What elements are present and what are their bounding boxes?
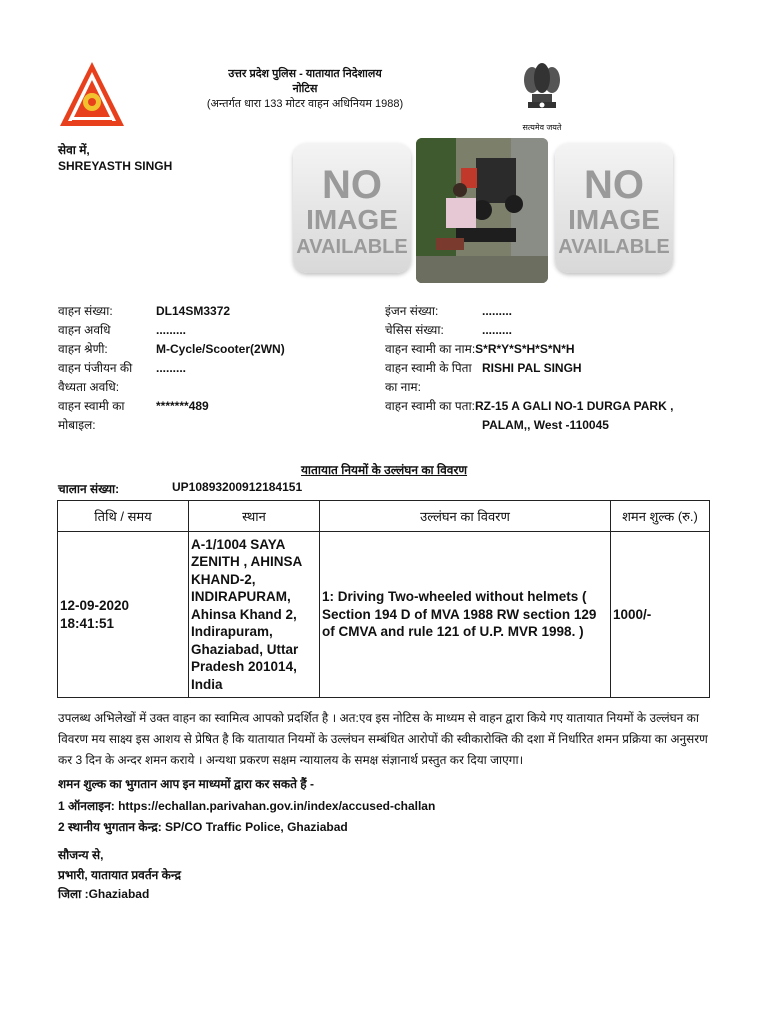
detail-row	[58, 397, 378, 416]
challan-label: चालान संख्या:	[58, 482, 120, 496]
detail-row	[58, 416, 378, 435]
emblem-caption: सत्यमेव जयते	[522, 123, 562, 132]
footer-officer: प्रभारी, यातायात प्रवर्तन केन्द्र	[58, 868, 181, 882]
column-header: शमन शुल्क (रु.)	[611, 501, 710, 532]
detail-row	[385, 359, 715, 378]
detail-value: S*R*Y*S*H*S*N*H	[475, 342, 575, 356]
table-header-row	[58, 501, 710, 532]
detail-value: M-Cycle/Scooter(2WN)	[156, 342, 285, 356]
violation-table	[57, 500, 710, 698]
violation-heading: यातायात नियमों के उल्लंघन का विवरण	[300, 463, 468, 477]
district-value: Ghaziabad	[88, 887, 150, 901]
detail-row	[58, 340, 378, 359]
no-image-text: AVAILABLE	[296, 236, 408, 258]
detail-row	[385, 416, 715, 435]
footer-courtesy: सौजन्य से,	[58, 848, 104, 862]
column-header: तिथि / समय	[58, 501, 189, 532]
detail-value: .........	[482, 304, 513, 318]
detail-label: वाहन पंजीयन की	[58, 361, 133, 375]
no-image-placeholder-right	[555, 143, 673, 273]
detail-label: का नाम:	[385, 380, 421, 394]
detail-row	[385, 340, 715, 359]
payment-online	[58, 797, 435, 814]
payment-online-label: 1 ऑनलाइन:	[58, 799, 115, 813]
no-image-text: IMAGE	[306, 204, 398, 235]
detail-row	[385, 302, 715, 321]
detail-label: मोबाइल:	[58, 418, 96, 432]
detail-value: DL14SM3372	[156, 304, 231, 318]
column-header: उल्लंघन का विवरण	[320, 501, 611, 532]
detail-value: .........	[156, 361, 187, 375]
detail-value: *******489	[156, 399, 209, 413]
detail-row	[385, 397, 715, 416]
table-row	[58, 532, 710, 698]
no-image-text: NO	[584, 163, 644, 207]
detail-label: वाहन अवधि	[58, 323, 111, 337]
detail-row	[385, 321, 715, 340]
national-emblem-icon	[518, 58, 566, 130]
detail-row	[58, 302, 378, 321]
detail-label: वाहन स्वामी का नाम:	[385, 342, 476, 356]
detail-value: .........	[482, 323, 513, 337]
cell-datetime: 12-09-2020 18:41:51	[58, 532, 189, 698]
cell-fine: 1000/-	[611, 532, 710, 698]
no-image-text: AVAILABLE	[558, 236, 670, 258]
district-label: जिला :	[58, 887, 89, 901]
payment-online-link[interactable]: https://echallan.parivahan.gov.in/index/accused-challan	[118, 799, 436, 813]
no-image-text: IMAGE	[568, 204, 660, 235]
detail-label: चेसिस संख्या:	[385, 323, 444, 337]
salutation: सेवा में,	[58, 143, 90, 157]
header-notice: नोटिस	[292, 83, 318, 95]
detail-value: RISHI PAL SINGH	[482, 361, 582, 375]
vehicle-details-left	[58, 302, 378, 435]
cell-location: A-1/1004 SAYA ZENITH , AHINSA KHAND-2, INDIRAPURAM, Ahinsa Khand 2, Indirapuram, Ghaziabad, Uttar Pradesh 201014, India	[189, 532, 320, 698]
detail-label: वाहन स्वामी का पता:	[385, 399, 475, 413]
no-image-text: NO	[322, 163, 382, 207]
header-act: (अन्तर्गत धारा 133 मोटर वाहन अधिनियम 1988)	[206, 98, 404, 110]
challan-number: UP10893200912184151	[172, 480, 303, 494]
detail-label: वाहन संख्या:	[58, 304, 113, 318]
column-header: स्थान	[189, 501, 320, 532]
traffic-directorate-logo	[58, 60, 126, 130]
detail-label: वाहन स्वामी के पिता	[385, 361, 472, 375]
footer-district	[58, 885, 149, 902]
payment-local	[58, 818, 348, 835]
payment-local-value: SP/CO Traffic Police, Ghaziabad	[165, 820, 348, 834]
detail-value: .........	[156, 323, 187, 337]
detail-label: वैध्यता अवधि:	[58, 380, 120, 394]
notice-body-text: उपलब्ध अभिलेखों में उक्त वाहन का स्वामित्व आपको प्रदर्शित है । अत:एव इस नोटिस के माध्यम से वाहन द्वारा किये गए यातायात नियमों के उल्लंघन का विवरण मय साक्ष्य इस आशय से प्रेषित है कि यातायात नियमों के उल्लंघन सम्बंधित आरोपों की स्वीकारोक्ति की दशा में निर्धारित शमन प्रक्रिया का अनुसरण कर 3 दिन के अन्दर शमन कराये । अन्यथा प्रकरण सक्षम न्यायालय के समक्ष संज्ञानार्थ प्रस्तुत कर दिया जाएगा।	[58, 711, 708, 767]
recipient-name: SHREYASTH SINGH	[58, 159, 173, 173]
vehicle-details-right	[385, 302, 715, 435]
detail-label: इंजन संख्या:	[385, 304, 439, 318]
no-image-placeholder-left	[293, 143, 411, 273]
detail-label: वाहन श्रेणी:	[58, 342, 108, 356]
detail-label: वाहन स्वामी का	[58, 399, 125, 413]
detail-row	[58, 359, 378, 378]
payment-local-label: 2 स्थानीय भुगतान केन्द्र:	[58, 820, 162, 834]
detail-row	[58, 321, 378, 340]
detail-value: RZ-15 A GALI NO-1 DURGA PARK ,	[474, 399, 674, 413]
cell-description: 1: Driving Two-wheeled without helmets ( Section 194 D of MVA 1988 RW section 129 of CMVA and rule 121 of U.P. MVR 1998. )	[320, 532, 611, 698]
evidence-photo	[416, 138, 548, 283]
payment-heading: शमन शुल्क का भुगतान आप इन माध्यमों द्वारा कर सकते हैं -	[58, 777, 314, 791]
detail-label	[385, 416, 482, 435]
detail-row	[58, 378, 378, 397]
detail-row	[385, 378, 715, 397]
header-title: उत्तर प्रदेश पुलिस - यातायात निदेशालय	[228, 68, 382, 80]
detail-value: PALAM,, West -110045	[482, 418, 609, 432]
